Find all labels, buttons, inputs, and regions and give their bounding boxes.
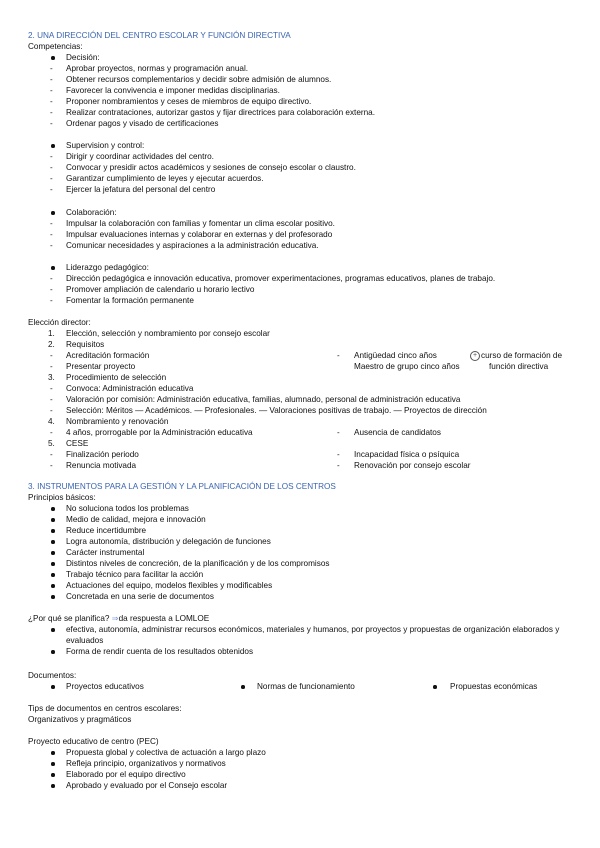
bullet-dot	[51, 529, 55, 533]
bullet-dot	[51, 773, 55, 777]
bullet-dot	[51, 595, 55, 599]
cese-item: Renuncia motivada	[66, 461, 137, 470]
bullet-dot	[51, 784, 55, 788]
principio-item: Logra autonomía, distribución y delegación de funciones	[66, 537, 271, 546]
dash-bullet: -	[50, 219, 53, 228]
dash-bullet: -	[50, 428, 53, 437]
bullet-dot	[51, 685, 55, 689]
decision-item: Ordenar pagos y visado de certificaciones	[66, 119, 219, 128]
porque-line	[28, 614, 209, 624]
colaboracion-item: Comunicar necesidades y aspiraciones a la administración educativa.	[66, 241, 319, 250]
supervision-item: Garantizar cumplimiento de leyes y ejecutar acuerdos.	[66, 174, 264, 183]
dash-bullet: -	[50, 296, 53, 305]
step-number: 4.	[48, 417, 55, 426]
step-text: Requisitos	[66, 340, 105, 349]
principio-item: Actuaciones del equipo, modelos flexibles y modificables	[66, 581, 273, 590]
colaboracion-item: Impulsar evaluaciones internas y colaborar en externas y del profesorado	[66, 230, 333, 239]
requisito-plus	[470, 351, 562, 361]
requisito-item: Antigüedad cinco años	[354, 351, 437, 360]
liderazgo-label: Liderazgo pedagógico:	[66, 263, 149, 272]
procedimiento-item: Selección: Méritos — Académicos. — Profesionales. — Valoraciones positivas de trabajo. — Proyectos de dirección	[66, 406, 487, 415]
liderazgo-item: Promover ampliación de calendario u horario lectivo	[66, 285, 255, 294]
requisito-plus-text: función directiva	[489, 362, 549, 371]
dash-bullet: -	[337, 351, 340, 360]
step-text: Procedimiento de selección	[66, 373, 167, 382]
dash-bullet: -	[50, 75, 53, 84]
porque-item-cont: evaluados	[66, 636, 104, 645]
pec-item: Propuesta global y colectiva de actuación a largo plazo	[66, 748, 266, 757]
bullet-dot	[51, 562, 55, 566]
requisito-plus-text: curso de formación de	[481, 351, 563, 361]
principio-item: Trabajo técnico para facilitar la acción	[66, 570, 204, 579]
arrow-icon: ⇒	[111, 614, 119, 623]
plus-icon: +	[470, 351, 480, 361]
colaboracion-item: Impulsar la colaboración con familias y fomentar un clima escolar positivo.	[66, 219, 335, 228]
bullet-dot	[51, 507, 55, 511]
section-3-title: 3. INSTRUMENTOS PARA LA GESTIÓN Y LA PLANIFICACIÓN DE LOS CENTROS	[28, 482, 336, 491]
dash-bullet: -	[50, 362, 53, 371]
pec-item: Refleja principio, organizativos y normativos	[66, 759, 226, 768]
supervision-item: Ejercer la jefatura del personal del centro	[66, 185, 216, 194]
competencias-label: Competencias:	[28, 42, 83, 51]
principio-item: Distintos niveles de concreción, de la planificación y de los compromisos	[66, 559, 330, 568]
dash-bullet: -	[50, 351, 53, 360]
tipos-label: Tips de documentos en centros escolares:	[28, 704, 182, 713]
porque-item: Forma de rendir cuenta de los resultados obtenidos	[66, 647, 254, 656]
liderazgo-item: Fomentar la formación permanente	[66, 296, 194, 305]
bullet-dot	[51, 573, 55, 577]
cese-item: Renovación por consejo escolar	[354, 461, 471, 470]
nombramiento-item: 4 años, prorrogable por la Administración educativa	[66, 428, 253, 437]
eleccion-label: Elección director:	[28, 318, 91, 327]
dash-bullet: -	[50, 384, 53, 393]
dash-bullet: -	[337, 450, 340, 459]
dash-bullet: -	[50, 86, 53, 95]
supervision-label: Supervision y control:	[66, 141, 145, 150]
bullet-dot	[51, 211, 55, 215]
dash-bullet: -	[50, 163, 53, 172]
dash-bullet: -	[50, 64, 53, 73]
liderazgo-item: Dirección pedagógica e innovación educativa, promover experimentaciones, programas educativos, planes de trabajo.	[66, 274, 496, 283]
bullet-dot	[51, 266, 55, 270]
porque-tail: da respuesta a LOMLOE	[118, 614, 210, 623]
bullet-dot	[51, 650, 55, 654]
porque-label: ¿Por qué se planifica?	[28, 614, 110, 623]
documentos-label: Documentos:	[28, 671, 77, 680]
colaboracion-label: Colaboración:	[66, 208, 117, 217]
dash-bullet: -	[50, 395, 53, 404]
bullet-dot	[433, 685, 437, 689]
principio-item: Reduce incertidumbre	[66, 526, 147, 535]
dash-bullet: -	[50, 285, 53, 294]
dash-bullet: -	[50, 230, 53, 239]
pec-item: Aprobado y evaluado por el Consejo escolar	[66, 781, 228, 790]
dash-bullet: -	[337, 461, 340, 470]
decision-item: Aprobar proyectos, normas y programación anual.	[66, 64, 249, 73]
bullet-dot	[51, 584, 55, 588]
bullet-dot	[51, 751, 55, 755]
section-2-title: 2. UNA DIRECCIÓN DEL CENTRO ESCOLAR Y FUNCIÓN DIRECTIVA	[28, 31, 291, 40]
step-number: 5.	[48, 439, 55, 448]
dash-bullet: -	[50, 174, 53, 183]
decision-item: Obtener recursos complementarios y decidir sobre admisión de alumnos.	[66, 75, 332, 84]
cese-item: Incapacidad física o psíquica	[354, 450, 460, 459]
dash-bullet: -	[50, 450, 53, 459]
supervision-item: Dirigir y coordinar actividades del centro.	[66, 152, 214, 161]
procedimiento-item: Convoca: Administración educativa	[66, 384, 194, 393]
documento-item: Propuestas económicas	[450, 682, 538, 691]
bullet-dot	[51, 144, 55, 148]
bullet-dot	[51, 551, 55, 555]
nombramiento-item: Ausencia de candidatos	[354, 428, 441, 437]
pec-item: Elaborado por el equipo directivo	[66, 770, 186, 779]
dash-bullet: -	[50, 406, 53, 415]
step-number: 3.	[48, 373, 55, 382]
dash-bullet: -	[50, 152, 53, 161]
decision-item: Realizar contrataciones, autorizar gastos y fijar directrices para colaboración externa.	[66, 108, 375, 117]
step-text: Elección, selección y nombramiento por consejo escolar	[66, 329, 270, 338]
requisito-item: Maestro de grupo cinco años	[354, 362, 460, 371]
dash-bullet: -	[50, 461, 53, 470]
bullet-dot	[51, 56, 55, 60]
principio-item: Carácter instrumental	[66, 548, 145, 557]
supervision-item: Convocar y presidir actos académicos y sesiones de consejo escolar o claustro.	[66, 163, 356, 172]
step-text: Nombramiento y renovación	[66, 417, 169, 426]
cese-item: Finalización periodo	[66, 450, 139, 459]
procedimiento-item: Valoración por comisión: Administración educativa, familias, alumnado, personal de administración educativa	[66, 395, 461, 404]
principio-item: Concretada en una serie de documentos	[66, 592, 214, 601]
dash-bullet: -	[50, 97, 53, 106]
dash-bullet: -	[337, 428, 340, 437]
decision-item: Proponer nombramientos y ceses de miembros de equipo directivo.	[66, 97, 312, 106]
step-text: CESE	[66, 439, 89, 448]
porque-item: efectiva, autonomía, administrar recursos económicos, materiales y humanos, por proyectos y propuestas de organización elaborados y	[66, 625, 560, 634]
decision-label: Decisión:	[66, 53, 100, 62]
bullet-dot	[51, 540, 55, 544]
principios-label: Principios básicos:	[28, 493, 96, 502]
documento-item: Proyectos educativos	[66, 682, 144, 691]
documento-item: Normas de funcionamiento	[257, 682, 355, 691]
decision-item: Favorecer la convivencia e imponer medidas disciplinarias.	[66, 86, 280, 95]
bullet-dot	[51, 518, 55, 522]
dash-bullet: -	[50, 119, 53, 128]
dash-bullet: -	[50, 241, 53, 250]
pec-label: Proyecto educativo de centro (PEC)	[28, 737, 159, 746]
requisito-item: Acreditación formación	[66, 351, 150, 360]
bullet-dot	[241, 685, 245, 689]
dash-bullet: -	[50, 108, 53, 117]
requisito-item: Presentar proyecto	[66, 362, 136, 371]
step-number: 1.	[48, 329, 55, 338]
step-number: 2.	[48, 340, 55, 349]
bullet-dot	[51, 762, 55, 766]
principio-item: Medio de calidad, mejora e innovación	[66, 515, 206, 524]
principio-item: No soluciona todos los problemas	[66, 504, 189, 513]
dash-bullet: -	[50, 185, 53, 194]
tipos-value: Organizativos y pragmáticos	[28, 715, 132, 724]
dash-bullet: -	[50, 274, 53, 283]
bullet-dot	[51, 628, 55, 632]
